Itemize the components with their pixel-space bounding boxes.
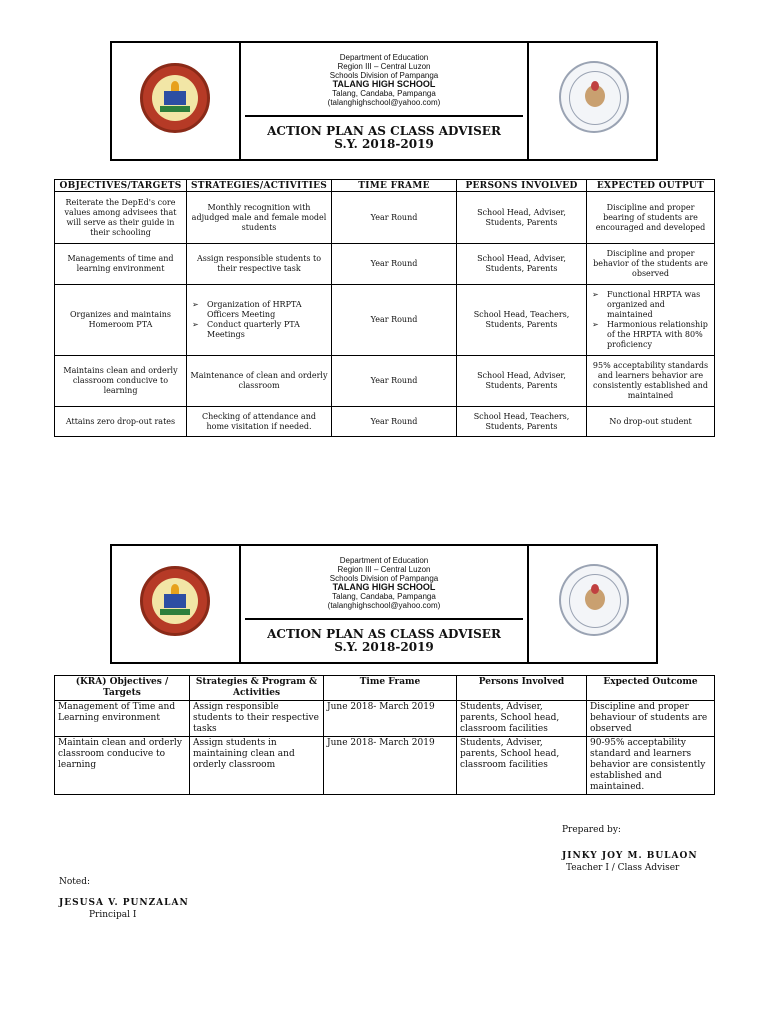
table-row	[55, 244, 715, 285]
time-frame-cell: Year Round	[332, 285, 457, 356]
column-header: EXPECTED OUTPUT	[587, 180, 715, 192]
strategy-cell: Monthly recognition with adjudged male and female model students	[187, 192, 332, 244]
strategy-cell: Assign students in maintaining clean and orderly classroom	[190, 737, 324, 795]
school-address: Talang, Candaba, Pampanga	[332, 592, 436, 601]
column-header: TIME FRAME	[332, 180, 457, 192]
output-cell: Discipline and proper behaviour of students are observed	[587, 701, 715, 737]
column-header: (KRA) Objectives / Targets	[55, 676, 190, 701]
school-logo-cell	[531, 546, 656, 662]
output-cell: Discipline and proper behavior of the students are observed	[587, 244, 715, 285]
school-email: (talanghighschool@yahoo.com)	[327, 98, 441, 107]
preparer-name: JINKY JOY M. BULAON	[562, 851, 698, 861]
letterhead-bottom	[110, 544, 658, 664]
dept-name: Department of Education	[339, 556, 429, 565]
division-name: Schools Division of Pampanga	[329, 574, 439, 583]
output-cell: 90-95% acceptability standard and learners behavior are consistently established and maintained.	[587, 737, 715, 795]
talang-high-school-logo-icon	[559, 61, 629, 133]
division-name: Schools Division of Pampanga	[329, 71, 439, 80]
output-item: ➢ Functional HRPTA was organized and maintained	[590, 290, 711, 320]
persons-cell: Students, Adviser, parents, School head, classroom facilities	[457, 701, 587, 737]
time-frame-cell: Year Round	[332, 192, 457, 244]
document-title: ACTION PLAN AS CLASS ADVISER	[267, 124, 501, 138]
table-row	[55, 407, 715, 437]
prepared-label: Prepared by:	[562, 825, 621, 835]
letterhead-text	[241, 43, 529, 159]
time-frame-cell: Year Round	[332, 356, 457, 407]
strategy-cell: Assign responsible students to their respective task	[187, 244, 332, 285]
deped-seal-icon	[140, 566, 210, 636]
strategy-item: ➢ Conduct quarterly PTA Meetings	[190, 320, 328, 340]
output-item: ➢ Harmonious relationship of the HRPTA with 80% proficiency	[590, 320, 711, 350]
school-name: TALANG HIGH SCHOOL	[332, 582, 436, 592]
objective-cell: Attains zero drop-out rates	[55, 407, 187, 437]
output-cell: 95% acceptability standards and learners behavior are consistently established and maintained	[587, 356, 715, 407]
region-name: Region III – Central Luzon	[337, 565, 431, 574]
school-name: TALANG HIGH SCHOOL	[332, 79, 436, 89]
time-frame-cell: June 2018- March 2019	[324, 701, 457, 737]
strategy-item: ➢ Organization of HRPTA Officers Meeting	[190, 300, 328, 320]
table-row	[55, 701, 715, 737]
objective-cell: Organizes and maintains Homeroom PTA	[55, 285, 187, 356]
document-title: ACTION PLAN AS CLASS ADVISER	[267, 627, 501, 641]
objective-cell: Reiterate the DepEd's core values among advisees that will serve as their guide in their schooling	[55, 192, 187, 244]
persons-cell: School Head, Adviser, Students, Parents	[457, 244, 587, 285]
column-header: OBJECTIVES/TARGETS	[55, 180, 187, 192]
persons-cell: School Head, Adviser, Students, Parents	[457, 356, 587, 407]
strategy-cell	[187, 285, 332, 356]
objective-cell: Managements of time and learning environment	[55, 244, 187, 285]
persons-cell: School Head, Teachers, Students, Parents	[457, 407, 587, 437]
noted-label: Noted:	[59, 877, 91, 887]
column-header: Time Frame	[324, 676, 457, 701]
letterhead-top	[110, 41, 658, 161]
column-header: Strategies & Program & Activities	[190, 676, 324, 701]
objective-cell: Maintains clean and orderly classroom conducive to learning	[55, 356, 187, 407]
preparer-title: Teacher I / Class Adviser	[566, 863, 680, 873]
output-cell	[587, 285, 715, 356]
school-year: S.Y. 2018-2019	[334, 137, 434, 151]
school-year: S.Y. 2018-2019	[334, 640, 434, 654]
column-header: Expected Outcome	[587, 676, 715, 701]
letterhead-text	[241, 546, 529, 662]
objective-cell: Maintain clean and orderly classroom conducive to learning	[55, 737, 190, 795]
noter-title: Principal I	[89, 910, 137, 920]
output-cell: No drop-out student	[587, 407, 715, 437]
strategy-cell: Assign responsible students to their respective tasks	[190, 701, 324, 737]
column-header: Persons Involved	[457, 676, 587, 701]
table-row	[55, 192, 715, 244]
column-header: STRATEGIES/ACTIVITIES	[187, 180, 332, 192]
table-row	[55, 737, 715, 795]
school-address: Talang, Candaba, Pampanga	[332, 89, 436, 98]
time-frame-cell: Year Round	[332, 407, 457, 437]
school-email: (talanghighschool@yahoo.com)	[327, 601, 441, 610]
strategy-cell: Checking of attendance and home visitation if needed.	[187, 407, 332, 437]
persons-cell: School Head, Teachers, Students, Parents	[457, 285, 587, 356]
persons-cell: Students, Adviser, parents, School head, classroom facilities	[457, 737, 587, 795]
objective-cell: Management of Time and Learning environment	[55, 701, 190, 737]
table-row	[55, 356, 715, 407]
persons-cell: School Head, Adviser, Students, Parents	[457, 192, 587, 244]
time-frame-cell: June 2018- March 2019	[324, 737, 457, 795]
action-plan-table-1	[54, 179, 715, 437]
time-frame-cell: Year Round	[332, 244, 457, 285]
deped-logo-cell	[112, 43, 241, 159]
output-cell: Discipline and proper bearing of students are encouraged and developed	[587, 192, 715, 244]
region-name: Region III – Central Luzon	[337, 62, 431, 71]
deped-logo-cell	[112, 546, 241, 662]
column-header: PERSONS INVOLVED	[457, 180, 587, 192]
strategy-cell: Maintenance of clean and orderly classroom	[187, 356, 332, 407]
noter-name: JESUSA V. PUNZALAN	[59, 898, 189, 908]
table-row	[55, 285, 715, 356]
talang-high-school-logo-icon	[559, 564, 629, 636]
dept-name: Department of Education	[339, 53, 429, 62]
deped-seal-icon	[140, 63, 210, 133]
school-logo-cell	[531, 43, 656, 159]
action-plan-table-2	[54, 675, 715, 795]
